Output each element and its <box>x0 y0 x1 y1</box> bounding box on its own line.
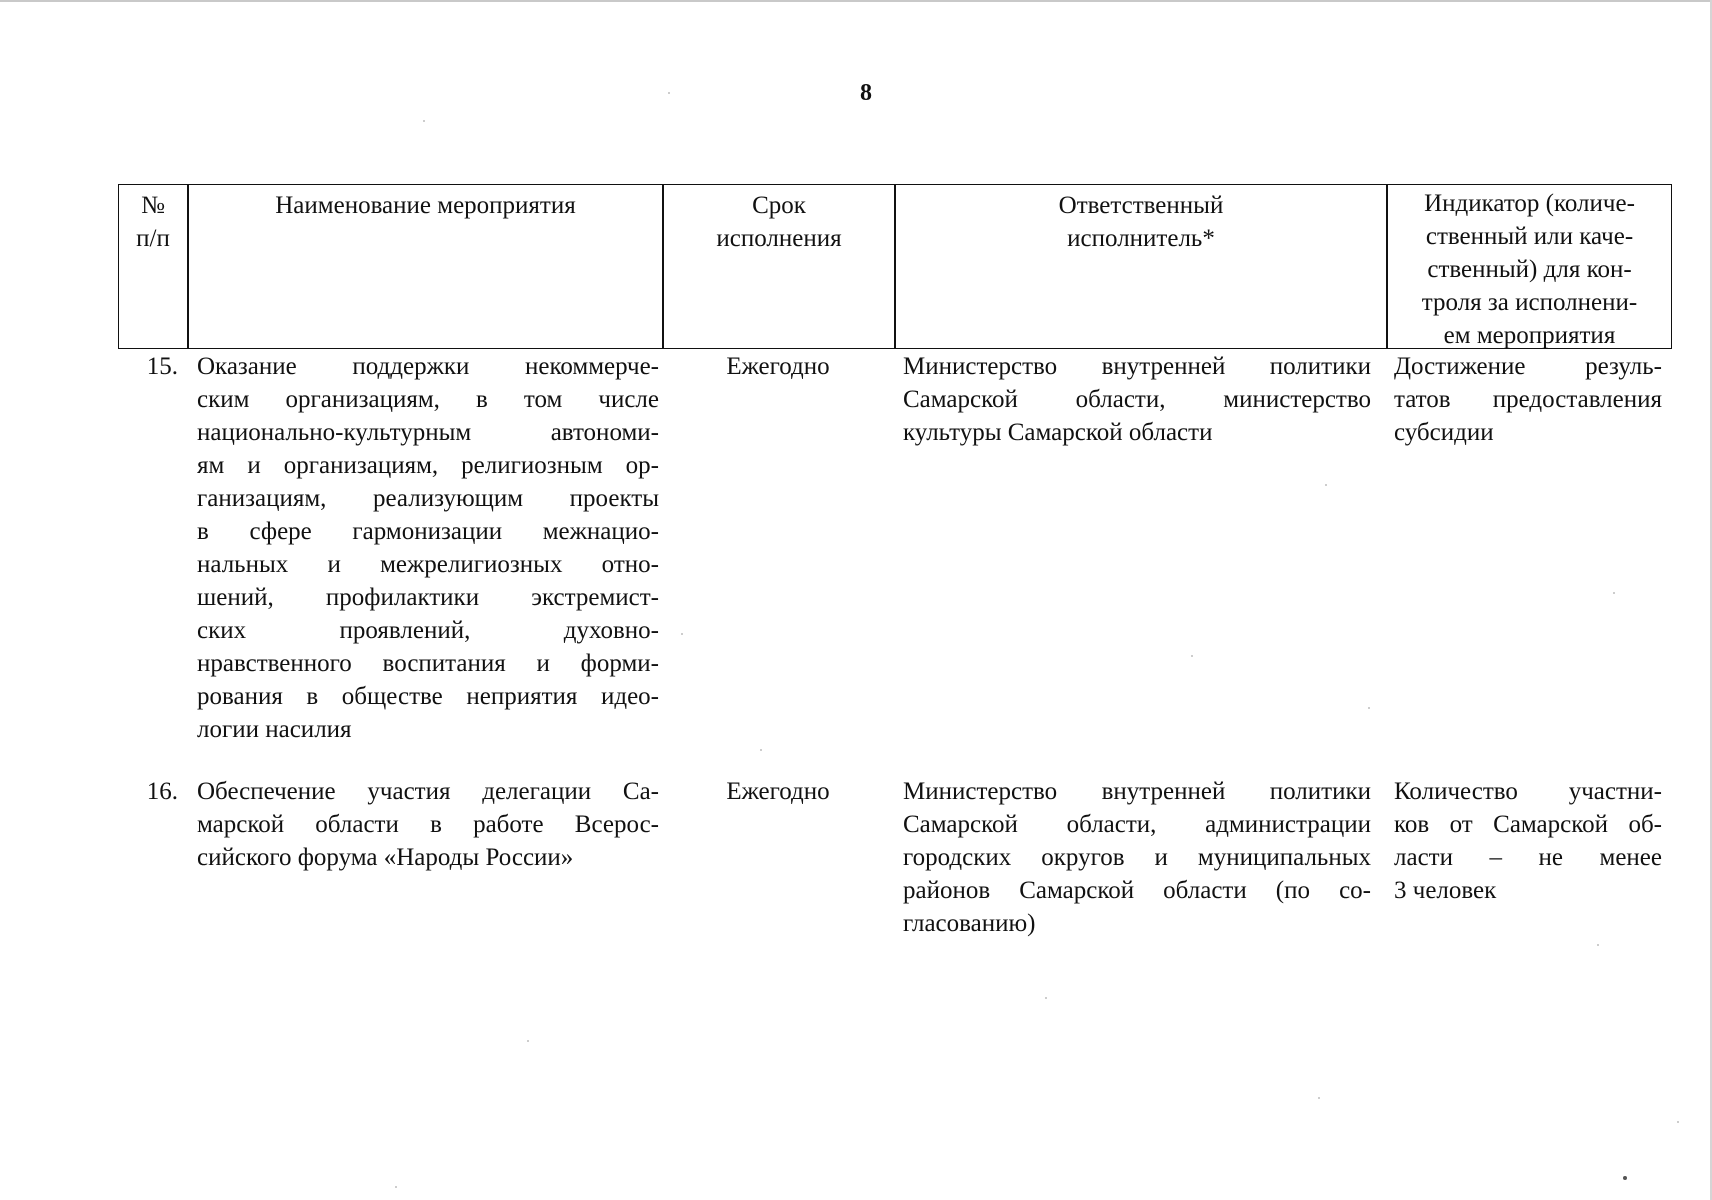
row-indicator <box>1394 775 1662 907</box>
header-indicator-line: ем мероприятия <box>1443 322 1616 349</box>
row-name-line: ским организациям, в том числе <box>197 386 659 413</box>
row-name-line: нальных и межрелигиозных отно- <box>197 551 659 578</box>
header-indicator-line: ственный или каче- <box>1425 223 1634 250</box>
row-responsible-line: районов Самарской области (по со- <box>903 877 1371 904</box>
row-responsible-line: Министерство внутренней политики <box>903 353 1371 380</box>
row-name-line: Обеспечение участия делегации Са- <box>197 778 659 805</box>
row-number: 15. <box>146 353 178 380</box>
row-indicator-line: Количество участни- <box>1394 778 1662 805</box>
header-indicator-line: ственный) для кон- <box>1427 256 1632 283</box>
scan-speck <box>1597 944 1599 946</box>
header-term-line: Срок <box>752 192 806 219</box>
row-responsible-line: культуры Самарской области <box>903 419 1213 446</box>
header-term <box>664 185 894 348</box>
header-responsible-line: исполнитель* <box>1067 225 1215 252</box>
header-num-line: № <box>141 192 165 219</box>
header-indicator-line: Индикатор (количе- <box>1424 190 1635 217</box>
header-indicator <box>1388 185 1671 348</box>
row-indicator-line: 3 человек <box>1394 877 1497 904</box>
scan-speck <box>423 120 425 122</box>
row-name-line: марской области в работе Всерос- <box>197 811 659 838</box>
scan-speck <box>668 92 670 94</box>
row-responsible-line: гласованию) <box>903 910 1036 937</box>
row-name-line: рования в обществе неприятия идео- <box>197 683 659 710</box>
scan-speck <box>681 633 683 635</box>
row-name-line: ских проявлений, духовно- <box>197 617 659 644</box>
page-edge-top <box>0 0 1712 2</box>
page-number: 8 <box>860 80 872 106</box>
scan-speck <box>760 749 762 751</box>
table-header <box>118 184 1672 349</box>
scan-speck <box>1191 655 1193 657</box>
row-responsible-line: городских округов и муниципальных <box>903 844 1371 871</box>
header-term-line: исполнения <box>716 225 842 252</box>
row-name-line: ганизациям, реализующим проекты <box>197 485 659 512</box>
header-responsible-line: Ответственный <box>1058 192 1224 219</box>
header-name-line: Наименование мероприятия <box>275 192 576 219</box>
row-responsible-line: Самарской области, администрации <box>903 811 1371 838</box>
row-name-line: в сфере гармонизации межнацио- <box>197 518 659 545</box>
row-name-line: Оказание поддержки некоммерче- <box>197 353 659 380</box>
scan-speck <box>527 1040 529 1042</box>
row-indicator-line: татов предоставления <box>1394 386 1662 413</box>
row-name-line: шений, профилактики экстремист- <box>197 584 659 611</box>
row-number: 16. <box>146 778 178 805</box>
scan-speck <box>1613 592 1615 594</box>
row-name <box>197 350 659 746</box>
row-name <box>197 775 659 874</box>
scan-speck <box>1368 707 1370 709</box>
row-indicator <box>1394 350 1662 449</box>
row-term: Ежегодно <box>726 778 830 805</box>
row-indicator-line: субсидии <box>1394 419 1494 446</box>
table-row <box>118 775 1672 955</box>
row-name-line: национально-культурным автономи- <box>197 419 659 446</box>
scan-speck <box>1045 997 1047 999</box>
row-indicator-line: ков от Самарской об- <box>1394 811 1662 838</box>
header-responsible <box>896 185 1386 348</box>
header-num <box>119 185 187 348</box>
scan-speck <box>1325 484 1327 486</box>
header-name <box>189 185 662 348</box>
scan-speck <box>395 1186 397 1188</box>
row-indicator-line: ласти – не менее <box>1394 844 1662 871</box>
scan-speck <box>1623 1176 1627 1180</box>
row-responsible-line: Самарской области, министерство <box>903 386 1371 413</box>
scan-speck <box>1318 1097 1320 1099</box>
header-indicator-line: троля за исполнени- <box>1421 289 1638 316</box>
row-name-line: нравственного воспитания и форми- <box>197 650 659 677</box>
row-term: Ежегодно <box>726 353 830 380</box>
row-responsible <box>903 350 1371 449</box>
row-name-line: сийского форума «Народы России» <box>197 844 574 871</box>
row-responsible <box>903 775 1371 940</box>
row-indicator-line: Достижение резуль- <box>1394 353 1662 380</box>
header-num-line: п/п <box>136 225 170 252</box>
row-name-line: ям и организациям, религиозным ор- <box>197 452 659 479</box>
row-name-line: логии насилия <box>197 716 352 743</box>
scan-speck <box>1677 1121 1679 1123</box>
row-responsible-line: Министерство внутренней политики <box>903 778 1371 805</box>
table-row <box>118 350 1672 750</box>
